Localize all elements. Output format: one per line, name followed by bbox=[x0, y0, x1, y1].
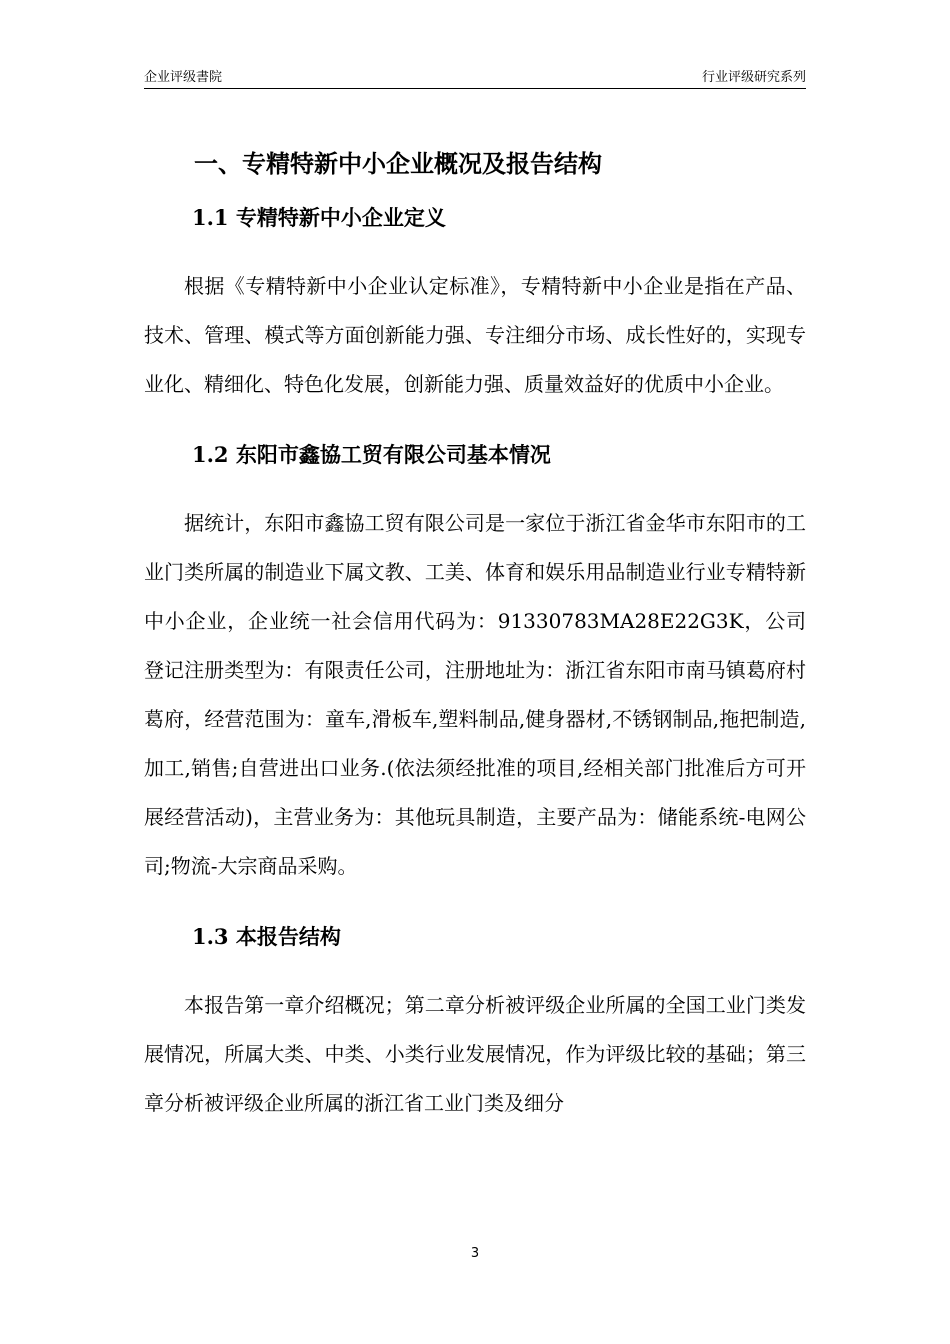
section-paragraph-1-2: 据统计，东阳市鑫協工贸有限公司是一家位于浙江省金华市东阳市的工业门类所属的制造业下属文教、工美、体育和娱乐用品制造业行业专精特新中小企业，企业统一社会信用代码为：91330783MA28E22G3K，公司登记注册类型为：有限责任公司，注册地址为：浙江省东阳市南马镇葛府村葛府，经营范围为：童车,滑板车,塑料制品,健身器材,不锈钢制品,拖把制造,加工,销售;自营进出口业务.(依法须经批准的项目,经相关部门批准后方可开展经营活动)，主营业务为：其他玩具制造，主要产品为：储能系统-电网公司;物流-大宗商品采购。 bbox=[144, 511, 806, 878]
page-header bbox=[144, 70, 806, 89]
section-heading-1-3: 1.3 本报告结构 bbox=[192, 924, 341, 949]
chapter-title: 一、专精特新中小企业概况及报告结构 bbox=[194, 149, 602, 178]
page-number: 3 bbox=[470, 1246, 480, 1261]
document-body bbox=[144, 140, 806, 1128]
header-right-text: 行业评级研究系列 bbox=[701, 70, 806, 85]
section-paragraph-1-3: 本报告第一章介绍概况；第二章分析被评级企业所属的全国工业门类发展情况，所属大类、中类、小类行业发展情况，作为评级比较的基础；第三章分析被评级企业所属的浙江省工业门类及细分 bbox=[144, 993, 806, 1115]
section-paragraph-1-1: 根据《专精特新中小企业认定标准》，专精特新中小企业是指在产品、技术、管理、模式等方面创新能力强、专注细分市场、成长性好的，实现专业化、精细化、特色化发展，创新能力强、质量效益好的优质中小企业。 bbox=[144, 274, 806, 396]
header-left-text: 企业评级書院 bbox=[144, 70, 223, 85]
section-heading-1-1: 1.1 专精特新中小企业定义 bbox=[192, 205, 446, 230]
section-heading-1-2: 1.2 东阳市鑫協工贸有限公司基本情况 bbox=[192, 442, 551, 467]
